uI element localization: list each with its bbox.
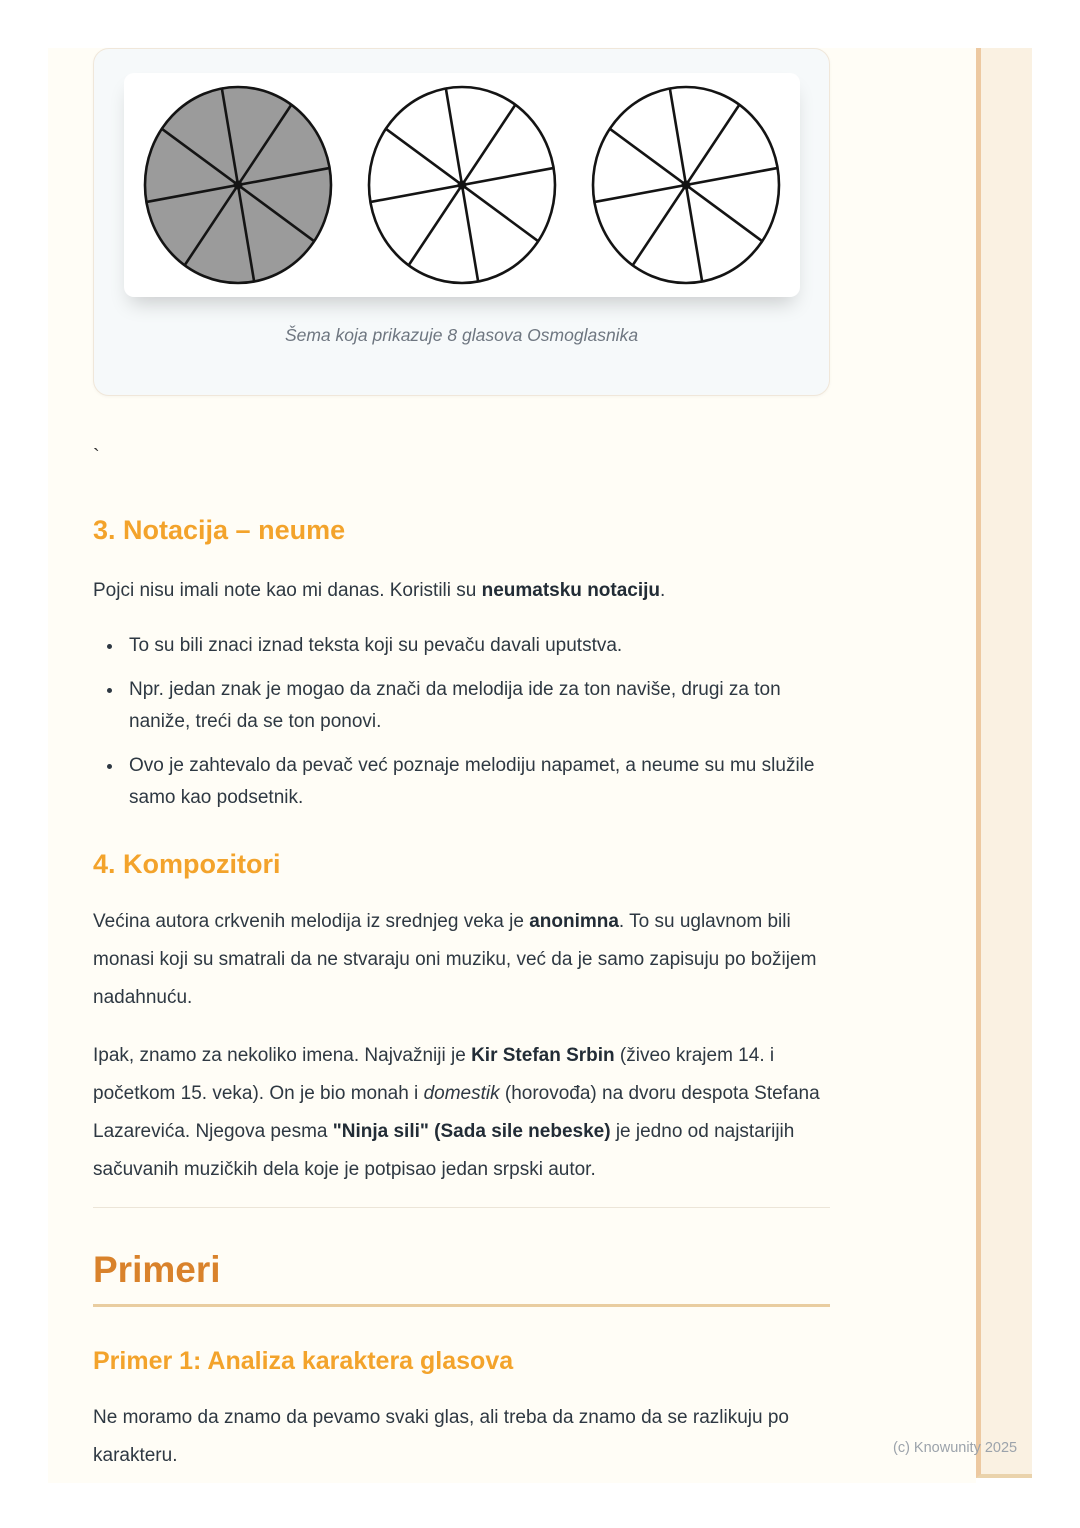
paragraph-text: (živeo krajem 14. i početkom 15. veka). On je bio monah i: [93, 1045, 775, 1104]
section-heading-kompozitori: 4. Kompozitori: [93, 849, 281, 879]
paragraph-bold-text: Kir Stefan Srbin: [471, 1045, 615, 1066]
intro-text-end: .: [660, 580, 666, 601]
document-content: [93, 48, 830, 1475]
intro-text: Pojci nisu imali note kao mi danas. Koristili su: [93, 580, 482, 601]
paragraph-text: je jedno od najstarijih sačuvanih muzičkih dela koje je potpisao jedan srpski autor.: [93, 1121, 795, 1180]
copyright-note: (c) Knowunity 2025: [893, 1440, 1018, 1456]
stray-backtick: `: [93, 446, 100, 468]
page-title-primeri: Primeri: [93, 1249, 221, 1290]
figure-caption: Šema koja prikazuje 8 glasova Osmoglasnika: [284, 325, 639, 345]
section-heading-notacija: 3. Notacija – neume: [93, 515, 346, 545]
paragraph-text: Većina autora crkvenih melodija iz srednjeg veka je: [93, 911, 530, 932]
list-item: • Npr. jedan znak je mogao da znači da melodija ide za ton naviše, drugi za ton naniže, treći da se ton ponovi.: [124, 674, 830, 738]
intro-bold-text: neumatsku notaciju: [481, 580, 661, 601]
subsection-heading-primer-1: Primer 1: Analiza karaktera glasova: [93, 1347, 514, 1375]
kompozitori-paragraph-2: [93, 1037, 830, 1189]
figure-card: [93, 48, 830, 396]
paragraph-italic-text: domestik: [423, 1083, 500, 1104]
list-item: • Ovo je zahtevalo da pevač već poznaje melodiju napamet, a neume su mu služile samo kao podsetnik.: [124, 750, 830, 814]
paragraph-text: (horovođa) na dvoru despota Stefana Lazarevića. Njegova pesma: [93, 1083, 820, 1142]
osmoglasnik-diagram: [124, 73, 800, 297]
glas-circle-outline-diagram-2: [588, 83, 784, 287]
glas-circle-filled-diagram: [140, 83, 336, 287]
paragraph-text: . To su uglavnom bili monasi koji su smatrali da ne stvaraju oni muziku, već da je samo zapisuju po božijem nadahnuću.: [93, 911, 817, 1008]
glas-circle-outline-diagram-1: [364, 83, 560, 287]
section-divider: [93, 1207, 830, 1208]
list-item: • To su bili znaci iznad teksta koji su pevaču davali uputstva.: [124, 630, 830, 662]
paragraph-bold-text: "Ninja sili" (Sada sile nebeske): [332, 1121, 611, 1142]
notacija-intro-paragraph: [93, 572, 830, 610]
side-panel-decoration: [976, 48, 1032, 1478]
title-underline: [93, 1304, 830, 1307]
bullet-list: [93, 630, 830, 814]
primer-paragraph: Ne moramo da znamo da pevamo svaki glas, ali treba da znamo da se razlikuju po karakteru.: [93, 1407, 789, 1466]
kompozitori-paragraph-1: [93, 903, 830, 1017]
paragraph-text: Ipak, znamo za nekoliko imena. Najvažniji je: [93, 1045, 472, 1066]
paragraph-bold-text: anonimna: [529, 911, 619, 932]
